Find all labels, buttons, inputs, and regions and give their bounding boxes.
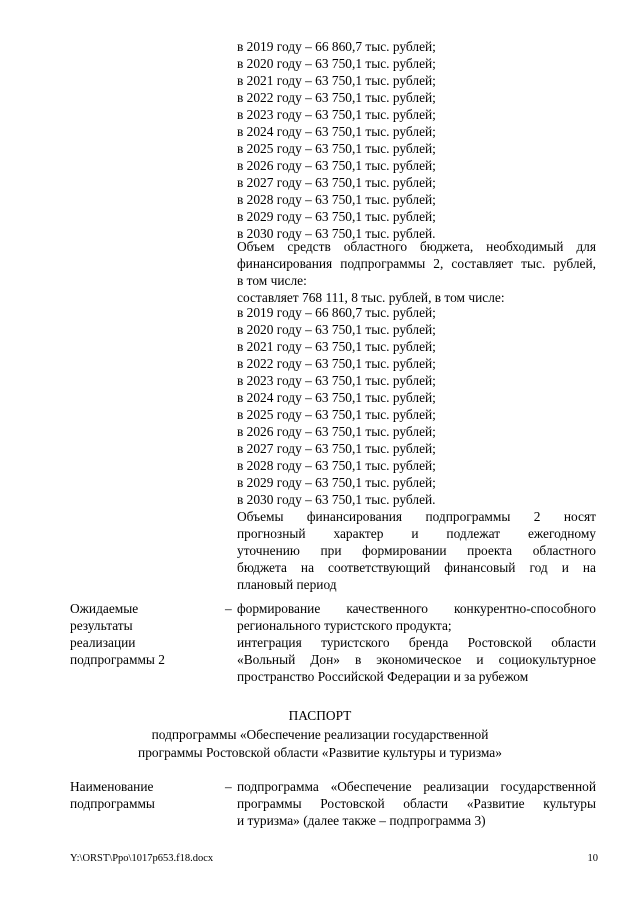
subprogram-name-label [70,778,210,812]
expected-results-label [70,600,210,668]
funding-line-2019: в 2019 году – 66 860,7 тыс. рублей; [237,39,436,54]
results-line: формирование качественного конкурентно-способного [237,601,596,616]
funding-line-2022: в 2022 году – 63 750,1 тыс. рублей; [237,90,436,105]
budget-total-line: составляет 768 111, 8 тыс. рублей, в том числе: [237,290,505,305]
note-line: уточнению при формировании проекта областного [237,543,596,558]
passport-subtitle-line: программы Ростовской области «Развитие культуры и туризма» [138,745,502,760]
funding-line-2020: в 2020 году – 63 750,1 тыс. рублей; [237,322,436,337]
results-dash: – [225,601,232,616]
funding-line-2030: в 2030 году – 63 750,1 тыс. рублей. [237,226,436,241]
funding-line-2024: в 2024 году – 63 750,1 тыс. рублей; [237,124,436,139]
label-line: Ожидаемые [70,601,139,616]
funding-line-2024: в 2024 году – 63 750,1 тыс. рублей; [237,390,436,405]
funding-line-2023: в 2023 году – 63 750,1 тыс. рублей; [237,373,436,388]
page-number: 10 [587,853,598,864]
funding-line-2022: в 2022 году – 63 750,1 тыс. рублей; [237,356,436,371]
passport-subtitle-line: подпрограммы «Обеспечение реализации государственной [151,727,489,742]
funding-line-2019: в 2019 году – 66 860,7 тыс. рублей; [237,305,436,320]
passport-heading: ПАСПОРТ [288,708,352,723]
forecast-note-paragraph [237,508,596,593]
regional-budget-paragraph [237,238,596,306]
funding-line-2023: в 2023 году – 63 750,1 тыс. рублей; [237,107,436,122]
subprogram-name-text [237,778,596,829]
budget-line: в том числе: [237,273,307,288]
footer-file-path: Y:\ORST\Ppo\1017p653.f18.docx [70,853,214,864]
funding-list-1 [237,38,596,242]
expected-results-text [237,600,596,685]
label-line: реализации [70,635,136,650]
name-line: подпрограмма «Обеспечение реализации государственной [237,779,596,794]
funding-line-2027: в 2027 году – 63 750,1 тыс. рублей; [237,175,436,190]
label-line: подпрограммы 2 [70,652,165,667]
label-line: результаты [70,618,133,633]
name-line: и туризма» (далее также – подпрограмма 3) [237,813,486,828]
funding-line-2026: в 2026 году – 63 750,1 тыс. рублей; [237,158,436,173]
funding-line-2020: в 2020 году – 63 750,1 тыс. рублей; [237,56,436,71]
funding-line-2026: в 2026 году – 63 750,1 тыс. рублей; [237,424,436,439]
results-line: интеграция туристского бренда Ростовской области [237,635,596,650]
label-line: подпрограммы [70,796,155,811]
name-dash: – [225,779,232,794]
budget-line: Объем средств областного бюджета, необходимый для [237,239,596,254]
funding-line-2027: в 2027 году – 63 750,1 тыс. рублей; [237,441,436,456]
results-line: регионального туристского продукта; [237,618,452,633]
funding-line-2021: в 2021 году – 63 750,1 тыс. рублей; [237,339,436,354]
budget-line: финансирования подпрограммы 2, составляет тыс. рублей, [237,256,596,271]
funding-line-2025: в 2025 году – 63 750,1 тыс. рублей; [237,407,436,422]
name-line: программы Ростовской области «Развитие культуры [237,796,596,811]
label-line: Наименование [70,779,154,794]
note-line: прогнозный характер и подлежат ежегодному [237,526,596,541]
results-line: «Вольный Дон» в экономическое и социокультурное [237,652,596,667]
funding-list-2 [237,304,596,508]
funding-line-2028: в 2028 году – 63 750,1 тыс. рублей; [237,192,436,207]
funding-line-2029: в 2029 году – 63 750,1 тыс. рублей; [237,475,436,490]
funding-line-2028: в 2028 году – 63 750,1 тыс. рублей; [237,458,436,473]
funding-line-2021: в 2021 году – 63 750,1 тыс. рублей; [237,73,436,88]
funding-line-2025: в 2025 году – 63 750,1 тыс. рублей; [237,141,436,156]
note-line: Объемы финансирования подпрограммы 2 носят [237,509,596,524]
funding-line-2029: в 2029 году – 63 750,1 тыс. рублей; [237,209,436,224]
results-line: пространство Российской Федерации и за рубежом [237,669,529,684]
note-line: плановый период [237,577,337,592]
note-line: бюджета на соответствующий финансовый год и на [237,560,596,575]
funding-line-2030: в 2030 году – 63 750,1 тыс. рублей. [237,492,436,507]
